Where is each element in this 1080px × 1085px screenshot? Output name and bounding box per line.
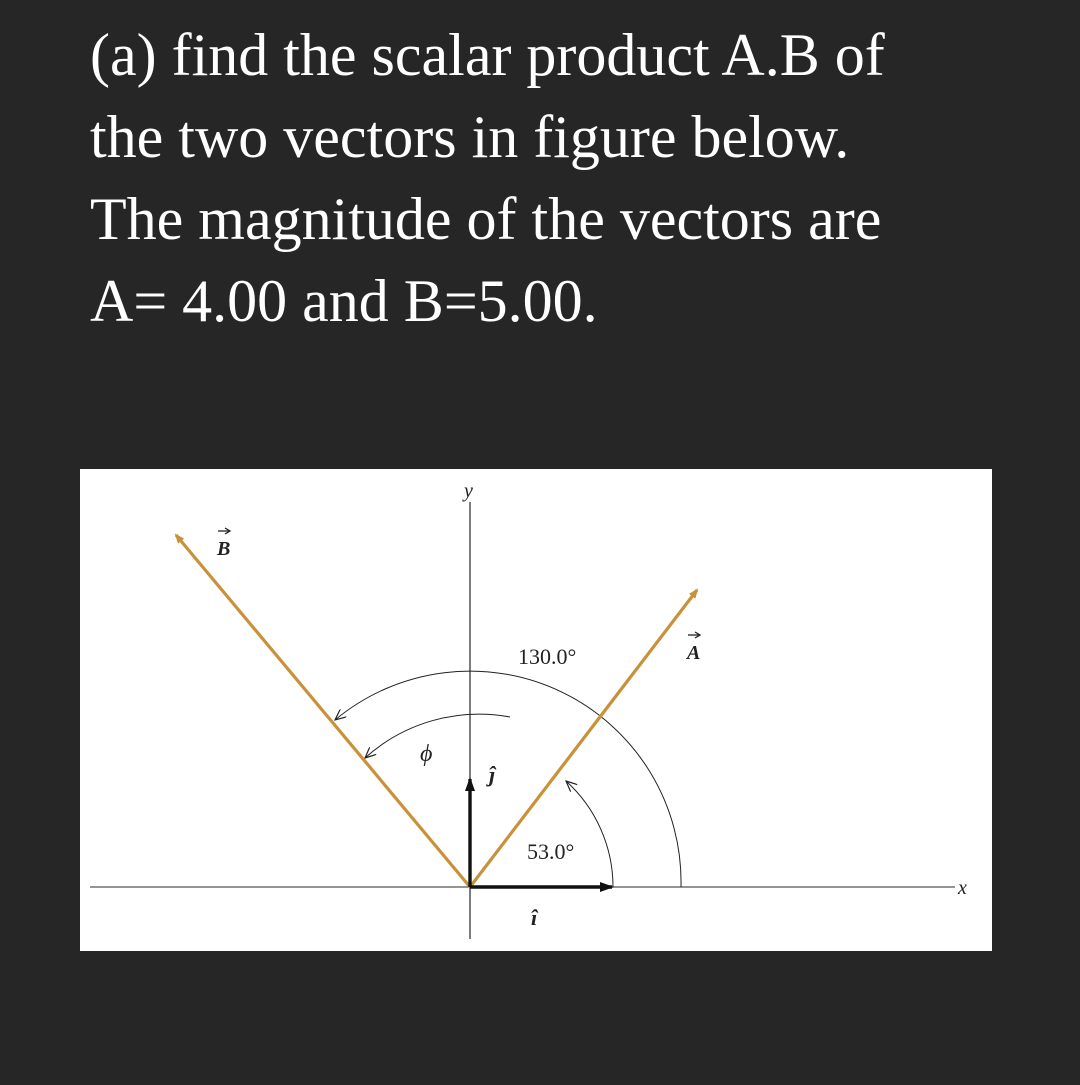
arc-130	[335, 671, 681, 887]
question-line-1: (a) find the scalar product A.B of	[90, 22, 885, 88]
svg-text:A: A	[687, 642, 701, 664]
vector-b	[176, 535, 470, 887]
question-text	[90, 14, 1050, 342]
vector-diagram	[80, 469, 992, 951]
x-axis-label: x	[958, 877, 967, 899]
y-axis-label: y	[464, 480, 473, 502]
unit-j-label: ĵ	[489, 762, 496, 787]
arc-53	[566, 781, 613, 887]
svg-text:B: B	[217, 538, 231, 560]
vector-a-label	[685, 632, 700, 664]
question-line-2: the two vectors in figure below.	[90, 104, 850, 170]
vector-a	[470, 590, 697, 887]
angle-130-label: 130.0°	[518, 644, 577, 669]
vector-b-label	[216, 528, 230, 560]
question-line-3: The magnitude of the vectors are	[90, 186, 882, 252]
question-line-4: A= 4.00 and B=5.00.	[90, 268, 598, 334]
unit-i-label: î	[531, 905, 538, 930]
angle-53-label: 53.0°	[527, 839, 575, 864]
vector-figure	[80, 469, 992, 951]
arc-phi	[365, 714, 510, 758]
phi-label: ϕ	[420, 741, 433, 767]
